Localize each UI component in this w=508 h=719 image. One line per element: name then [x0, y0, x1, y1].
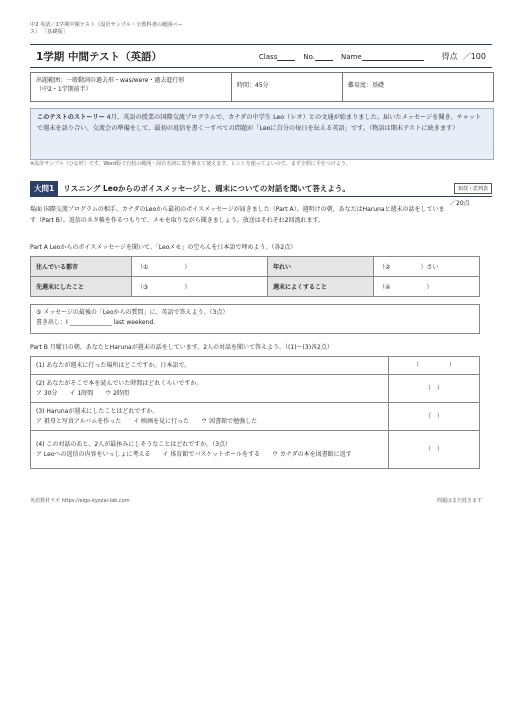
footer-continue: 問題はまだ続きます	[436, 498, 482, 504]
table-row: (3) Harunaが週末にしたことはどれですか。 ア 祖母と写真アルバムを作った イ 映画を見に行った ウ 図書館で勉強した （ ）	[31, 403, 480, 431]
table-row: 先週末にしたこと （③ ） 週末によくすること （④ ）	[31, 277, 480, 297]
scope-cell: 出題範囲：一般動詞の過去形・was/were・過去進行形 （中2・1学期前半）	[31, 73, 232, 101]
story-text: 4月、英語の授業の国際交流プログラムで、カナダの中学生 Leo（レオ）との文通が始まりました。届いたメッセージを聞き、チャットで週末を語り合い、交流会の準備をして、最初の返信を書く一すべての問題が「Leoに自分の毎日を伝える英語」です。（物語は期末テストに続きます）	[37, 114, 482, 132]
student-fields	[259, 51, 486, 62]
footer	[30, 497, 482, 504]
leo-memo-table	[30, 256, 480, 297]
class-field[interactable]: Class	[259, 51, 295, 61]
answer-blank-b4[interactable]: （ ）	[389, 431, 480, 469]
answer-blank-4[interactable]: （④ ）	[374, 277, 480, 297]
note-text: ※設計サンプル（ひな形）です。Word版で自校の範囲・固有名詞に置き換えて使えます。ヒントを使ってよいので、まず全問に手をつけよう。	[30, 161, 351, 167]
name-field[interactable]: Name	[341, 51, 424, 61]
time-cell: 時間：45分	[232, 73, 343, 101]
score-field: 得点 ／100	[441, 51, 486, 61]
question-5-box[interactable]: ⑤ メッセージの最後の「Leoからの質問」に、英語で答えよう。（3点） 書き出し：I ______________ last weekend.	[30, 304, 480, 334]
answer-blank-3[interactable]: （③ ）	[132, 277, 268, 297]
question-title: リスニング Leoからのボイスメッセージと、週末についての対話を聞いて答えよう。	[63, 184, 350, 193]
page-title: 1学期 中間テスト（英語）	[36, 50, 163, 63]
table-row: (2) あなたがそこで本を読んでいた時間はどれくらいですか。 ア 30分 イ 1時間 ウ 2時間 （ ）	[31, 375, 480, 403]
answer-blank-1[interactable]: （① ）	[132, 257, 268, 277]
story-label: このテストのストーリー	[37, 114, 105, 121]
story-box	[30, 108, 494, 160]
header-line2: ス） ［基礎版］	[30, 29, 68, 35]
part-a-instructions: Part A Leoからのボイスメッセージを聞いて、「Leoメモ」の空らんを日本語で埋めよう。（各2点）	[30, 244, 297, 251]
question1-header	[30, 181, 492, 197]
number-field[interactable]: No.	[303, 51, 333, 61]
points-label: ／20点	[450, 200, 470, 207]
part-b-instructions: Part B 月曜日の朝、あなたとHarunaが週末の話をしています。2人の対話を聞いて答えよう。（(1)～(3)各2点）	[30, 344, 333, 351]
skill-tag: 知技・思判表	[454, 183, 492, 194]
answer-blank-2[interactable]: （② ）さい	[374, 257, 480, 277]
table-row: (4) この対話のあと、2人が最休みにしそうなことはどれですか。（3点） ア Leoへの返信の内容をいっしょに考える イ 体育館でバスケットボールをする ウ カナダの本を図書館に返す （ ）	[31, 431, 480, 469]
question-number: 大問1	[30, 181, 58, 196]
header-line1: 中2 英語／1学期中間テスト（設計サンプル・全教科書の範囲ベー	[30, 22, 183, 28]
part-b-table	[30, 356, 480, 469]
answer-blank-b2[interactable]: （ ）	[389, 375, 480, 403]
level-cell: 難易度：基礎	[348, 82, 385, 89]
table-row: 住んでいる都市 （① ） 年れい （② ）さい	[31, 257, 480, 277]
table-row: (1) あなたが週末に行った場所はどこですか。日本語で。 （ ）	[31, 357, 480, 375]
header	[30, 22, 470, 36]
scene-text: 場面 国際交流プログラムの相手、カナダのLeoから最初のボイスメッセージが届きました（Part A）。週明けの朝、あなたはHarunaと週末の話をしています（Part B）。返信のネタ帳を作るつもりで、メモを取りながら聞きましょう。放送はそれぞれ2回流れます。	[30, 206, 445, 224]
footer-site: 英語教材ラボ https://eigo-kyozai-lab.com	[30, 498, 130, 504]
answer-blank-b3[interactable]: （ ）	[389, 403, 480, 431]
answer-blank-b1[interactable]: （ ）	[389, 357, 480, 375]
title-bar	[30, 44, 492, 68]
exam-meta	[30, 72, 494, 102]
